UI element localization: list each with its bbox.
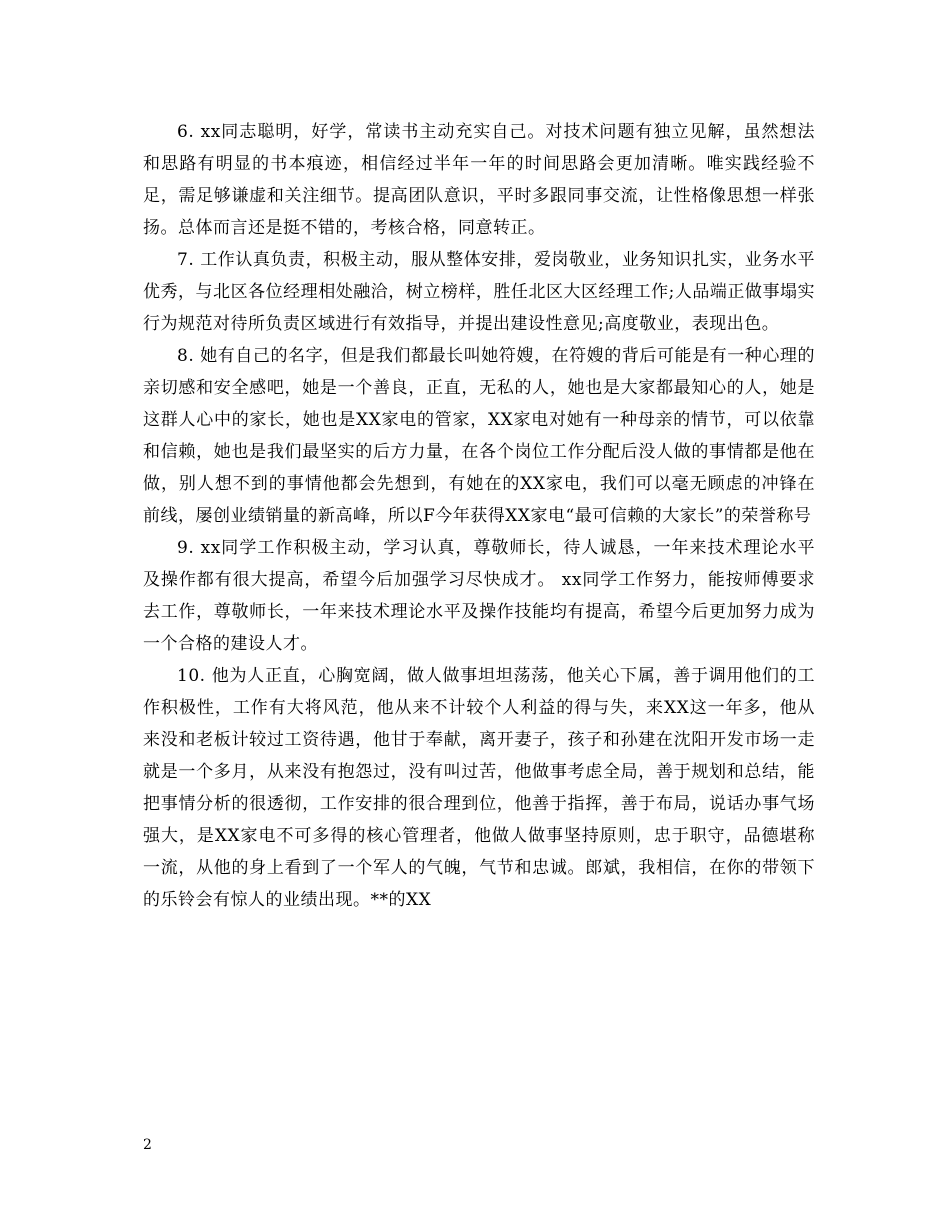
document-body — [143, 116, 815, 916]
paragraph-7: 7. 工作认真负责，积极主动，服从整体安排，爱岗敬业，业务知识扎实，业务水平优秀，与北区各位经理相处融洽，树立榜样，胜任北区大区经理工作;人品端正做事塌实行为规范对待所负责区域进行有效指导，并提出建设性意见;高度敬业，表现出色。 — [143, 250, 815, 334]
paragraph-8: 8. 她有自己的名字，但是我们都最长叫她符嫂，在符嫂的背后可能是有一种心理的亲切感和安全感吧，她是一个善良，正直，无私的人，她也是大家都最知心的人，她是这群人心中的家长，她也是XX家电的管家，XX家电对她有一种母亲的情节，可以依靠和信赖，她也是我们最坚实的后方力量，在各个岗位工作分配后没人做的事情都是他在做，别人想不到的事情他都会先想到，有她在的XX家电，我们可以毫无顾虑的冲锋在前线，屡创业绩销量的新高峰，所以F今年获得XX家电“最可信赖的大家长”的荣誉称号 — [143, 346, 815, 526]
page-number: 2 — [143, 1137, 152, 1153]
paragraph-10: 10. 他为人正直，心胸宽阔，做人做事坦坦荡荡，他关心下属，善于调用他们的工作积极性，工作有大将风范，他从来不计较个人利益的得与失，来XX这一年多，他从来没和老板计较过工资待遇，他甘于奉献，离开妻子，孩子和孙建在沈阳开发市场一走就是一个多月，从来没有抱怨过，没有叫过苦，他做事考虑全局，善于规划和总结，能把事情分析的很透彻，工作安排的很合理到位，他善于指挥，善于布局，说话办事气场强大，是XX家电不可多得的核心管理者，他做人做事坚持原则，忠于职守，品德堪称一流，从他的身上看到了一个军人的气魄，气节和忠诚。郎斌，我相信，在你的带领下的乐铃会有惊人的业绩出现。**的XX — [143, 666, 815, 910]
paragraph-9: 9. xx同学工作积极主动，学习认真，尊敬师长，待人诚恳，一年来技术理论水平及操作都有很大提高，希望今后加强学习尽快成才。 xx同学工作努力，能按师傅要求去工作，尊敬师长，一年来技术理论水平及操作技能均有提高，希望今后更加努力成为一个合格的建设人才。 — [143, 538, 815, 654]
paragraph-6: 6. xx同志聪明，好学，常读书主动充实自己。对技术问题有独立见解，虽然想法和思路有明显的书本痕迹，相信经过半年一年的时间思路会更加清晰。唯实践经验不足，需足够谦虚和关注细节。提高团队意识，平时多跟同事交流，让性格像思想一样张扬。总体而言还是挺不错的，考核合格，同意转正。 — [143, 122, 815, 238]
